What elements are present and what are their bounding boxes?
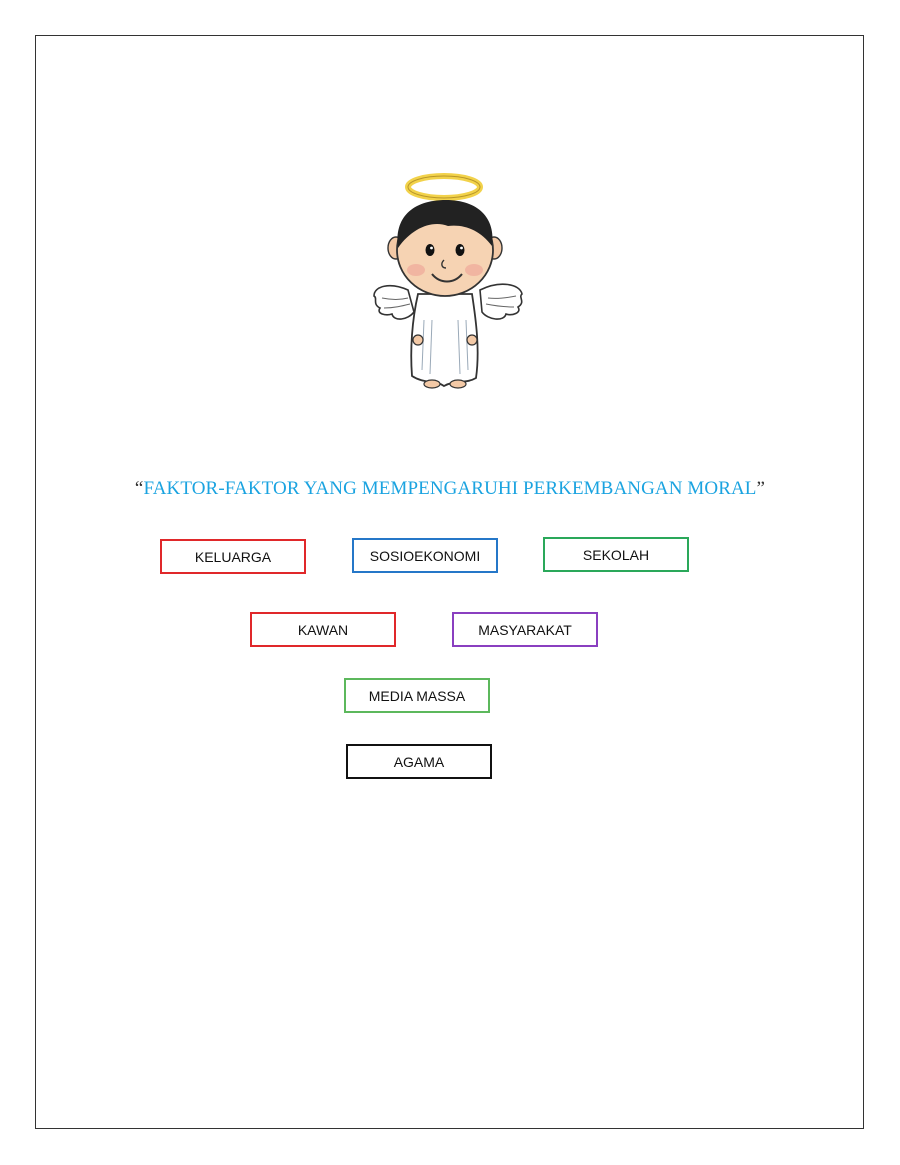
factor-box-sosioekonomi: SOSIOEKONOMI	[352, 538, 498, 573]
factor-box-kawan: KAWAN	[250, 612, 396, 647]
factor-box-masyarakat: MASYARAKAT	[452, 612, 598, 647]
factor-box-keluarga: KELUARGA	[160, 539, 306, 574]
factor-box-agama: AGAMA	[346, 744, 492, 779]
page-title	[0, 478, 900, 500]
angel-boy-icon	[368, 170, 530, 395]
title-open-quote: “	[134, 478, 144, 499]
factor-box-media-massa: MEDIA MASSA	[344, 678, 490, 713]
factor-box-sekolah: SEKOLAH	[543, 537, 689, 572]
title-text: FAKTOR-FAKTOR YANG MEMPENGARUHI PERKEMBANGAN MORAL	[143, 478, 757, 499]
title-close-quote: ”	[756, 478, 766, 499]
